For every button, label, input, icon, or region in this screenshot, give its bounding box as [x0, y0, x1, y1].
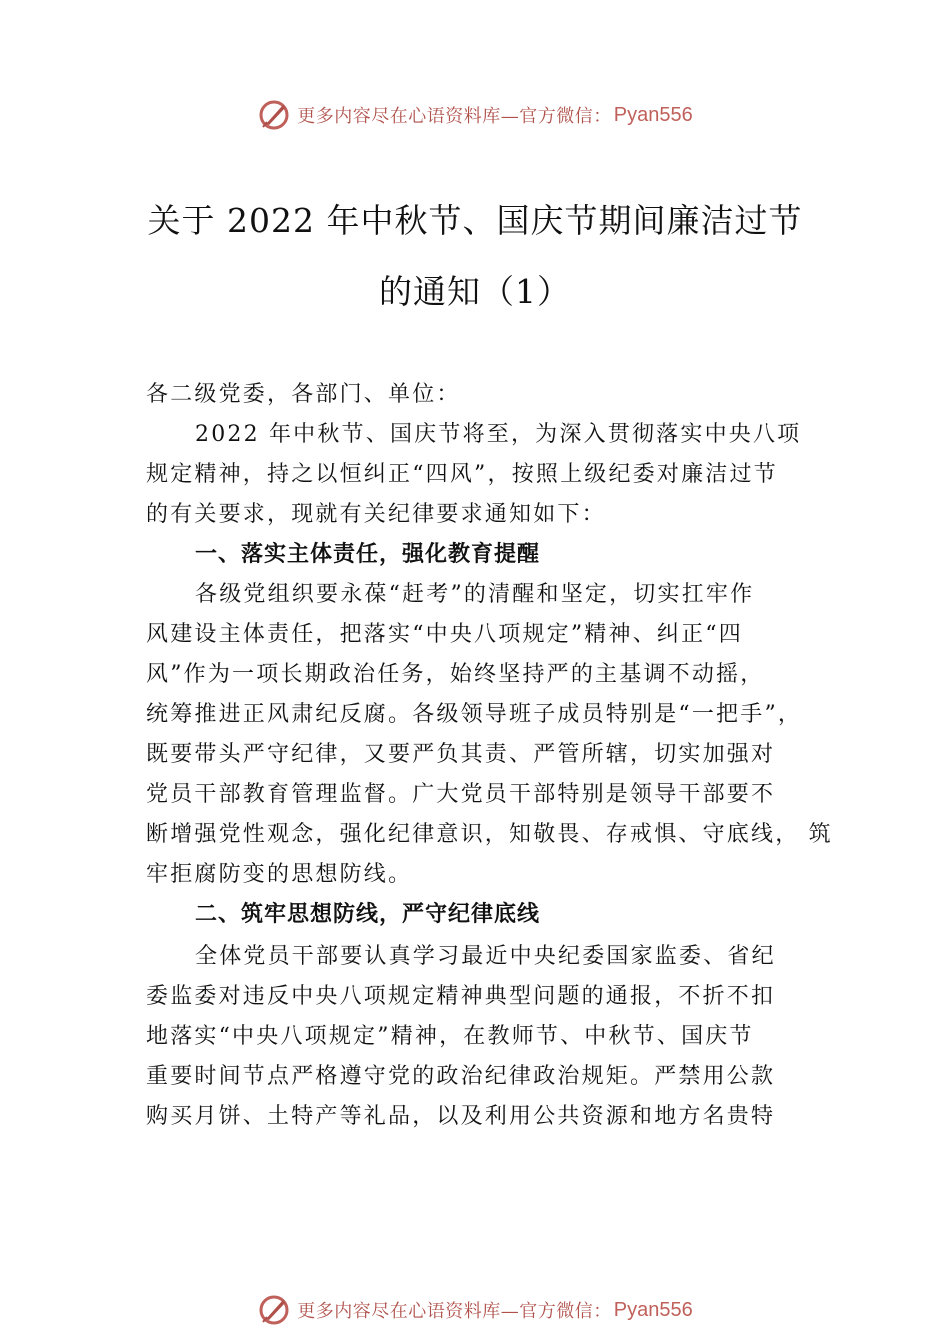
paragraph-line: 党员干部教育管理监督。广大党员干部特别是领导干部要不 — [146, 782, 776, 807]
paragraph-line: 风”作为一项长期政治任务，始终坚持严的主基调不动摇， — [146, 662, 765, 687]
watermark-footer — [0, 1290, 950, 1330]
section-heading-2: 二、筑牢思想防线，严守纪律底线 — [195, 902, 541, 927]
watermark-wechat-id: Pyan556 — [613, 103, 693, 126]
paragraph-line: 断增强党性观念，强化纪律意识，知敬畏、存戒惧、守底线， 筑 — [146, 822, 833, 847]
paragraph-line: 地落实“中央八项规定”精神，在教师节、中秋节、国庆节 — [146, 1024, 754, 1049]
paragraph-line: 2022 年中秋节、国庆节将至，为深入贯彻落实中央八项 — [195, 422, 802, 447]
document-title-line-1: 关于 2022 年中秋节、国庆节期间廉洁过节 — [147, 201, 803, 240]
paragraph-line: 统筹推进正风肃纪反腐。各级领导班子成员特别是“一把手”， — [146, 702, 803, 727]
paragraph-line: 既要带头严守纪律，又要严负其责、严管所辖，切实加强对 — [146, 742, 776, 767]
paragraph-line: 购买月饼、土特产等礼品，以及利用公共资源和地方名贵特 — [146, 1104, 776, 1129]
paragraph-line: 各级党组织要永葆“赶考”的清醒和坚定，切实扛牢作 — [195, 582, 755, 607]
paragraph-line: 规定精神，持之以恒纠正“四风”，按照上级纪委对廉洁过节 — [146, 462, 778, 487]
watermark-text: 更多内容尽在心语资料库—官方微信： — [297, 1301, 612, 1322]
quill-seal-icon — [257, 98, 291, 132]
watermark-text: 更多内容尽在心语资料库—官方微信： — [297, 106, 612, 127]
section-heading-1: 一、落实主体责任，强化教育提醒 — [195, 542, 541, 567]
watermark-wechat-id: Pyan556 — [613, 1298, 693, 1321]
paragraph-line: 重要时间节点严格遵守党的政治纪律政治规矩。严禁用公款 — [146, 1064, 776, 1089]
salutation: 各二级党委，各部门、单位： — [146, 382, 461, 407]
document-title-line-2: 的通知（1） — [379, 272, 571, 311]
watermark-header — [0, 95, 950, 135]
paragraph-line: 风建设主体责任，把落实“中央八项规定”精神、纠正“四 — [146, 622, 743, 647]
paragraph-line: 委监委对违反中央八项规定精神典型问题的通报，不折不扣 — [146, 984, 776, 1009]
quill-seal-icon — [257, 1293, 291, 1327]
paragraph-line: 牢拒腐防变的思想防线。 — [146, 862, 413, 887]
paragraph-line: 的有关要求，现就有关纪律要求通知如下： — [146, 502, 606, 527]
paragraph-line: 全体党员干部要认真学习最近中央纪委国家监委、省纪 — [195, 944, 776, 969]
